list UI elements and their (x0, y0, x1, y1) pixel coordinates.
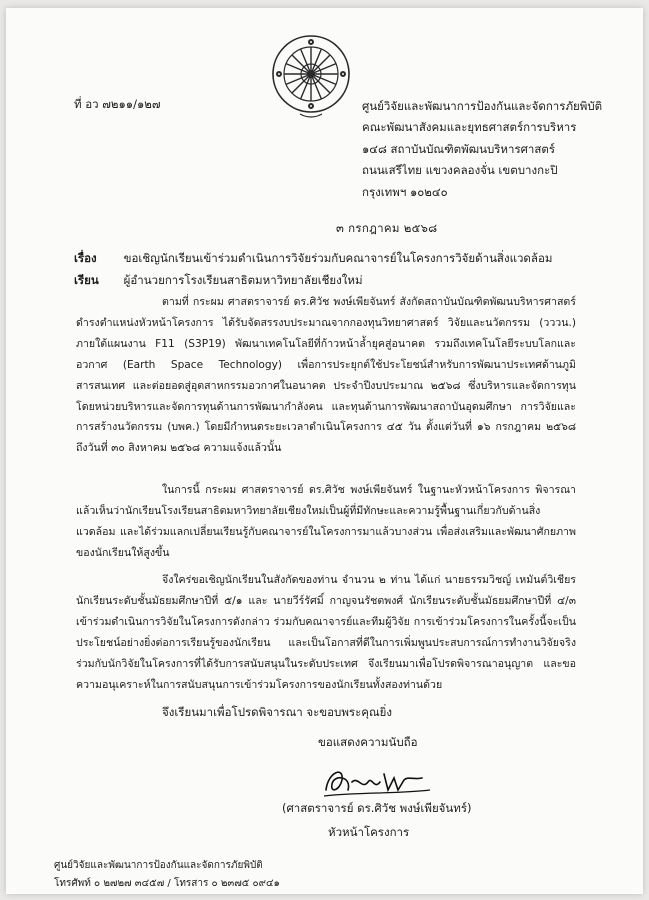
paragraph-text: ในการนี้ กระผม ศาสตราจารย์ ดร.ศิวัช พงษ์เพียจันทร์ ในฐานะหัวหน้าโครงการ พิจารณาแล้วเห็นว่านักเรียนโรงเรียนสาธิตมหาวิทยาลัยเชียงใหม่เป็นผู้ที่มีทักษะและความรู้พื้นฐานเกี่ยวกับด้านสิ่งแวดล้อม และได้ร่วมแลกเปลี่ยนเรียนรู้กับคณาจารย์ในโครงการมาแล้วบางส่วน เพื่อส่งเสริมและพัฒนาศักยภาพของนักเรียนให้สูงขึ้น (76, 484, 576, 559)
recipient-text: ผู้อำนวยการโรงเรียนสาธิตมหาวิทยาลัยเชียงใหม่ (123, 273, 363, 287)
subject-label: เรื่อง (74, 251, 97, 265)
footer-unit: ศูนย์วิจัยและพัฒนาการป้องกันและจัดการภัยพิบัติ (54, 860, 263, 871)
sender-address (362, 96, 602, 203)
subject-line (74, 250, 552, 268)
address-line: คณะพัฒนาสังคมและยุทธศาสตร์การบริหาร (362, 120, 577, 135)
letter-date: ๓ กรกฎาคม ๒๕๖๘ (336, 221, 438, 235)
body-paragraph-3 (76, 570, 576, 695)
reference-number: ที่ อว ๗๒๑๑/๑๒๗ (74, 97, 161, 111)
address-line: ๑๔๘ สถาบันบัณฑิตพัฒนบริหารศาสตร์ (362, 141, 556, 156)
paragraph-text: จึงใคร่ขอเชิญนักเรียนในสังกัดของท่าน จำนวน ๒ ท่าน ได้แก่ นายธรรมวิชญ์ เหมันต์วิเชียร นักเรียนระดับชั้นมัธยมศึกษาปีที่ ๕/๑ และ นายวีร์รัศมิ์ กาญจนรัชตพงศ์ นักเรียนระดับชั้นมัธยมศึกษาปีที่ ๔/๓ เข้าร่วมดำเนินการวิจัยในโครงการดังกล่าว ร่วมกับคณาจารย์และทีมผู้วิจัย การเข้าร่วมโครงการในครั้งนี้จะเป็นประโยชน์อย่างยิ่งต่อการเรียนรู้ของนักเรียน และเป็นโอกาสที่ดีในการเพิ่มพูนประสบการณ์การทำงานวิจัยจริงร่วมกับนักวิจัยในโครงการที่ได้รับการสนับสนุนในระดับประเทศ จึงเรียนมาเพื่อโปรดพิจารณาอนุญาต และขอความอนุเคราะห์ในการสนับสนุนการเข้าร่วมโครงการของนักเรียนทั้งสองท่านด้วย (76, 574, 576, 691)
signer-title: หัวหน้าโครงการ (328, 825, 410, 839)
address-line: ถนนเสรีไทย แขวงคลองจั่น เขตบางกะปิ (362, 163, 558, 178)
paragraph-text: ตามที่ กระผม ศาสตราจารย์ ดร.ศิวัช พงษ์เพียจันทร์ สังกัดสถาบันบัณฑิตพัฒนบริหารศาสตร์ ดำรงตำแหน่งหัวหน้าโครงการ ได้รับจัดสรรงบประมาณจากกองทุนวิทยาศาสตร์ วิจัยและนวัตกรรม (วววน.) ภายใต้แผนงาน F11 (S3P19) พัฒนาเทคโนโลยีที่ก้าวหน้าล้ำยุคสู่อนาคต รวมถึงเทคโนโลยีระบบโลกและอวกาศ (Earth Space Technology) เพื่อการประยุกต์ใช้ประโยชน์สำหรับการพัฒนาประเทศด้านภูมิสารสนเทศ และต่อยอดสู่อุตสาหกรรมอวกาศในอนาคต ประจำปีงบประมาณ ๒๕๖๘ ซึ่งบริหารและจัดการทุนโดยหน่วยบริหารและจัดการทุนด้านการพัฒนากำลังคน และทุนด้านการพัฒนาสถาบันอุดมศึกษา การวิจัยและการสร้างนวัตกรรม (บพค.) โดยมีกำหนดระยะเวลาดำเนินโครงการ ๔๕ วัน ตั้งแต่วันที่ ๑๖ กรกฎาคม ๒๕๖๘ ถึงวันที่ ๓๐ สิงหาคม ๒๕๖๘ ความแจ้งแล้วนั้น (76, 296, 576, 455)
address-line: ศูนย์วิจัยและพัฒนาการป้องกันและจัดการภัยพิบัติ (362, 99, 603, 113)
recipient-line (74, 272, 363, 290)
closing-request: จึงเรียนมาเพื่อโปรดพิจารณา จะขอบพระคุณยิ่ง (162, 705, 393, 719)
valediction: ขอแสดงความนับถือ (318, 735, 418, 749)
footer-contact: โทรศัพท์ ๐ ๒๗๒๗ ๓๔๕๗ / โทรสาร ๐ ๒๓๗๕ ๐๙๔๑ (54, 878, 280, 889)
institute-emblem (270, 30, 352, 122)
address-line: กรุงเทพฯ ๑๐๒๔๐ (362, 184, 448, 199)
subject-text: ขอเชิญนักเรียนเข้าร่วมดำเนินการวิจัยร่วมกับคณาจารย์ในโครงการวิจัยด้านสิ่งแวดล้อม (123, 251, 553, 265)
body-paragraph-2 (76, 480, 576, 564)
recipient-label: เรียน (74, 273, 99, 287)
signer-name: (ศาสตราจารย์ ดร.ศิวัช พงษ์เพียจันทร์) (282, 801, 472, 815)
body-paragraph-1 (76, 292, 576, 459)
